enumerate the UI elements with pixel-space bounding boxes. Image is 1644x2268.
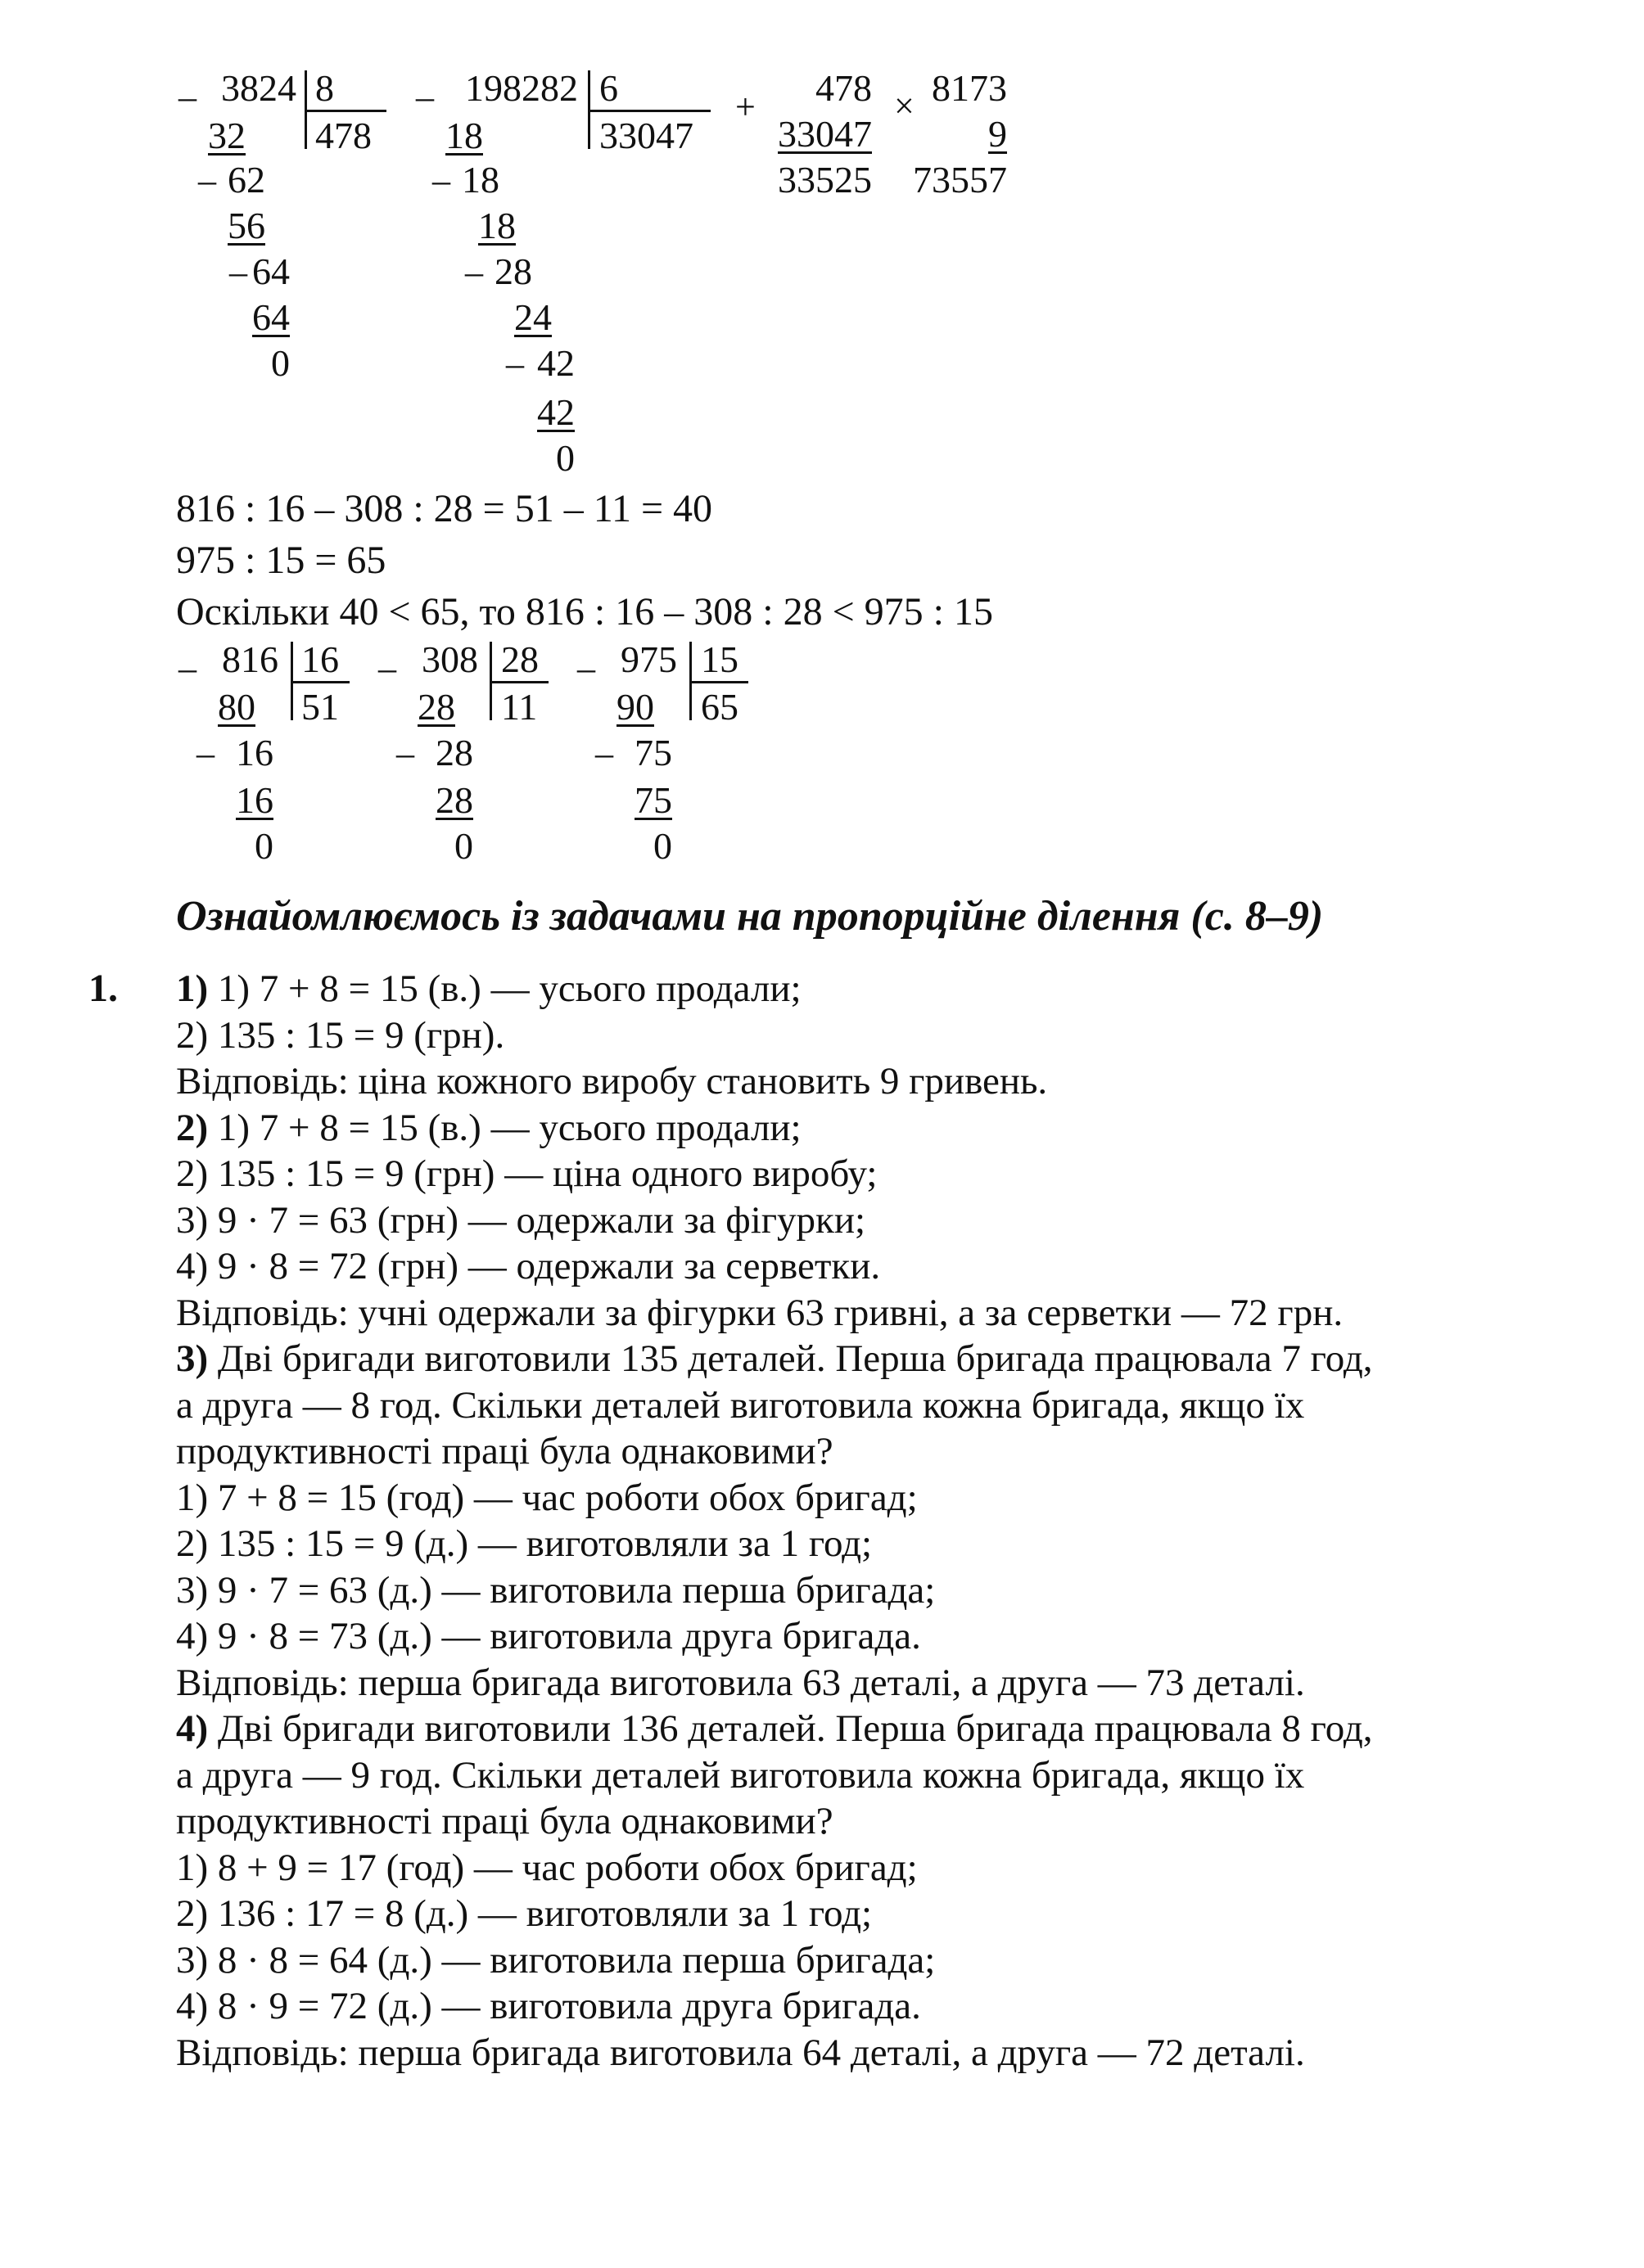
divisor: 16 — [301, 638, 339, 680]
solution-step: 2) 136 : 17 = 8 (д.) — виготовляли за 1 год; — [176, 1892, 873, 1935]
step: 28 — [418, 686, 455, 728]
part-label: 3) — [176, 1337, 209, 1380]
answer: Відповідь: ціна кожного виробу становить 9 гривень. — [176, 1060, 1048, 1102]
part-4-problem: 4) Дві бригади виготовили 136 деталей. Перша бригада працювала 8 год, — [176, 1707, 1373, 1750]
problem-text: а друга — 8 год. Скільки деталей виготовила кожна бригада, якщо їх — [176, 1383, 1305, 1427]
step: 56 — [228, 205, 265, 246]
divisor: 28 — [501, 638, 539, 680]
section-title: Ознайомлюємось із задачами на пропорційне ділення (с. 8–9) — [176, 893, 1324, 940]
dividend: 3824 — [221, 67, 296, 109]
step: 90 — [616, 686, 654, 728]
step: 0 — [255, 825, 273, 867]
equation: 816 : 16 – 308 : 28 = 51 – 11 = 40 — [176, 487, 713, 530]
part-2-line: 2) 1) 7 + 8 = 15 (в.) — усього продали; — [176, 1106, 802, 1149]
solution-step: 1) 8 + 9 = 17 (год) — час роботи обох бригад; — [176, 1846, 918, 1889]
step: 64 — [252, 250, 290, 292]
answer: Відповідь: перша бригада виготовила 63 деталі, а друга — 73 деталі. — [176, 1661, 1305, 1704]
solution-step: 2) 135 : 15 = 9 (грн) — ціна одного виробу; — [176, 1152, 878, 1195]
step: 75 — [635, 732, 672, 773]
step: 0 — [556, 437, 575, 479]
sum: 33525 — [778, 159, 872, 201]
dividend: 198282 — [465, 67, 578, 109]
step: 18 — [462, 159, 499, 201]
quotient: 11 — [501, 686, 538, 728]
problem-number: 1. — [88, 967, 118, 1010]
part-label: 1) — [176, 967, 209, 1010]
step: 18 — [478, 205, 516, 246]
step: 42 — [537, 391, 575, 433]
step: 0 — [271, 342, 290, 384]
quotient: 478 — [315, 115, 372, 156]
page: _ 3824 8 478 32 _ 62 56 _ 64 64 0 _ 198282 6 33047 18 _ 18 18 _ 28 24 _ 42 42 0 + 478 33047 33525 × 8173 9 73557 816 : 16 – 308 : 28 = 51 – 11 = 40 975 : 15 = 65 Оскільки 40 < 65, то 816 : 16 – 308 : 28 < 975 : 15 _ 816 16 51 80 _ 16 16 0 _ 308 28 11 28 _ 28 28 0 _ 975 15 65 90 _ 75 75 0 Ознайомлюємось із задачами на пропорційне ділення (с. 8–9) 1. 1) 1) 7 + 8 = 15 (в.) — усього продали; 2) 135 : 15 = 9 (грн). Відповідь: ціна кожного виробу становить 9 гривень. 2) 1) 7 + 8 = 15 (в.) — усього продали; 2) 135 : 15 = 9 (грн) — ціна одного виробу; 3) 9 · 7 = 63 (грн) — одержали за фігурки; 4) 9 · 8 = 72 (грн) — одержали за серветки. Відповідь: учні одержали за фігурки 63 гривні, а за серветки — 72 грн. 3) Дві бригади виготовили 135 деталей. Перша бригада працювала 7 год, а друга — 8 год. Скільки деталей виготовила кожна бригада, якщо їх продуктивності праці була однаковими? 1) 7 + 8 = 15 (год) — час роботи обох бригад; 2) 135 : 15 = 9 (д.) — виготовляли за 1 год; 3) 9 · 7 = 63 (д.) — виготовила перша бригада; 4) 9 · 8 = 73 (д.) — виготовила друга бригада. Відповідь: перша бригада виготовила 63 деталі, а друга — 73 деталі. 4) Дві бригади виготовили 136 деталей. Перша бригада працювала 8 год, а друга — 9 год. Скільки деталей виготовила кожна бригада, якщо їх продуктивності праці була однаковими? 1) 8 + 9 = 17 (год) — час роботи обох бригад; 2) 136 : 17 = 8 (д.) — виготовляли за 1 год; 3) 8 · 8 = 64 (д.) — виготовила перша бригада; 4) 8 · 9 = 72 (д.) — виготовила друга бригада. Відповідь: перша бригада виготовила 64 деталі, а друга — 72 деталі. — [0, 0, 1644, 2268]
factor: 9 — [988, 113, 1007, 155]
equations — [176, 483, 993, 638]
addend: 478 — [815, 67, 872, 109]
part-label: 2) — [176, 1106, 209, 1149]
step: 28 — [436, 732, 473, 773]
divisor: 8 — [315, 67, 334, 109]
problem-1-solution — [176, 966, 1602, 2076]
step: 24 — [514, 296, 552, 338]
step: 16 — [236, 779, 273, 821]
step: 28 — [436, 779, 473, 821]
product: 73557 — [913, 159, 1007, 201]
equation: 975 : 15 = 65 — [176, 539, 386, 582]
step: 0 — [653, 825, 672, 867]
divisor: 15 — [701, 638, 738, 680]
addend: 33047 — [778, 113, 872, 155]
step: 28 — [495, 250, 532, 292]
solution-step: 3) 9 · 7 = 63 (д.) — виготовила перша бригада; — [176, 1568, 936, 1612]
answer: Відповідь: перша бригада виготовила 64 деталі, а друга — 72 деталі. — [176, 2031, 1305, 2074]
factor: 8173 — [932, 67, 1007, 109]
quotient: 65 — [701, 686, 738, 728]
problem-text: продуктивності праці була однаковими? — [176, 1430, 833, 1472]
step: 75 — [635, 779, 672, 821]
quotient: 33047 — [599, 115, 693, 156]
dividend: 816 — [222, 638, 278, 680]
solution-step: 2) 135 : 15 = 9 (грн). — [176, 1013, 505, 1057]
problem-text: продуктивності праці була однаковими? — [176, 1800, 833, 1842]
dividend: 975 — [621, 638, 677, 680]
problem-text: а друга — 9 год. Скільки деталей виготовила кожна бригада, якщо їх — [176, 1753, 1305, 1797]
equation: Оскільки 40 < 65, то 816 : 16 – 308 : 28 < 975 : 15 — [176, 590, 993, 634]
step: 16 — [236, 732, 273, 773]
step: 32 — [208, 115, 246, 156]
step: 18 — [445, 115, 483, 156]
step: 0 — [454, 825, 473, 867]
step: 80 — [218, 686, 255, 728]
dividend: 308 — [422, 638, 478, 680]
part-label: 4) — [176, 1707, 209, 1750]
solution-step: 4) 8 · 9 = 72 (д.) — виготовила друга бригада. — [176, 1985, 921, 2027]
quotient: 51 — [301, 686, 339, 728]
step: 42 — [537, 342, 575, 384]
minus-sign: _ — [178, 65, 196, 105]
solution-step: 3) 9 · 7 = 63 (грн) — одержали за фігурки; — [176, 1198, 866, 1242]
solution-step: 4) 9 · 8 = 72 (грн) — одержали за серветки. — [176, 1245, 881, 1287]
step: 62 — [228, 159, 265, 201]
part-3-problem: 3) Дві бригади виготовили 135 деталей. Перша бригада працювала 7 год, — [176, 1337, 1373, 1380]
part-1-line: 1) 1) 7 + 8 = 15 (в.) — усього продали; — [176, 967, 802, 1010]
solution-step: 2) 135 : 15 = 9 (д.) — виготовляли за 1 год; — [176, 1522, 873, 1565]
step: 64 — [252, 296, 290, 338]
solution-step: 1) 7 + 8 = 15 (год) — час роботи обох бригад; — [176, 1476, 918, 1519]
answer: Відповідь: учні одержали за фігурки 63 гривні, а за серветки — 72 грн. — [176, 1291, 1344, 1334]
solution-step: 4) 9 · 8 = 73 (д.) — виготовила друга бригада. — [176, 1615, 921, 1657]
solution-step: 3) 8 · 8 = 64 (д.) — виготовила перша бригада; — [176, 1938, 936, 1982]
divisor: 6 — [599, 67, 618, 109]
